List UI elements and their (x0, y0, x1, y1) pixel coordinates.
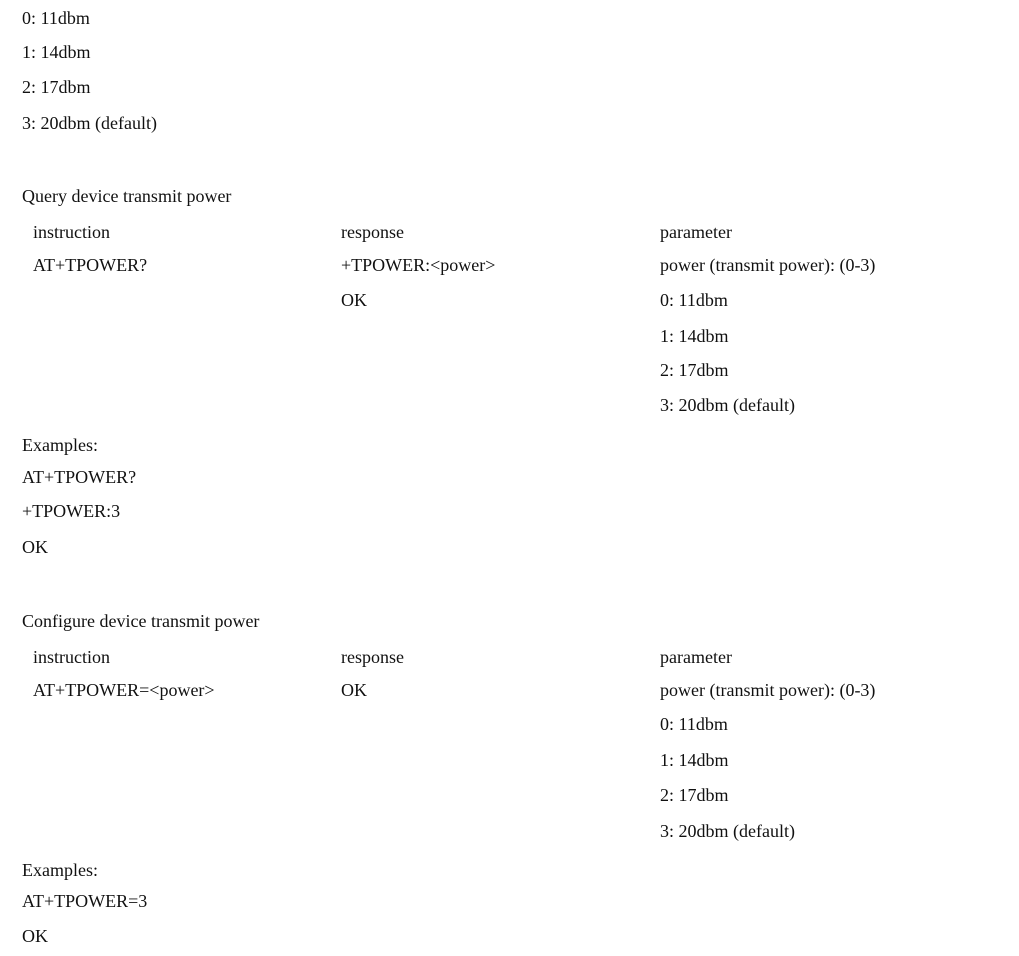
power-option: 2: 17dbm (22, 77, 91, 97)
instruction-cell: AT+TPOWER=<power> (33, 680, 215, 700)
example-line: AT+TPOWER? (22, 467, 137, 487)
section-title-query: Query device transmit power (22, 186, 232, 206)
power-option: 3: 20dbm (default) (22, 113, 157, 133)
parameter-line: 0: 11dbm (660, 714, 728, 734)
header-response: response (341, 647, 404, 667)
header-parameter: parameter (660, 222, 732, 242)
power-option: 1: 14dbm (22, 42, 91, 62)
response-line: +TPOWER:<power> (341, 255, 496, 275)
example-line: +TPOWER:3 (22, 501, 121, 521)
response-line: OK (341, 290, 367, 310)
instruction-cell: AT+TPOWER? (33, 255, 148, 275)
header-response: response (341, 222, 404, 242)
parameter-line: power (transmit power): (0-3) (660, 680, 876, 700)
header-parameter: parameter (660, 647, 732, 667)
parameter-line: 1: 14dbm (660, 326, 729, 346)
response-line: OK (341, 680, 367, 700)
power-option: 0: 11dbm (22, 8, 90, 28)
example-line: OK (22, 926, 48, 946)
section-title-configure: Configure device transmit power (22, 611, 260, 631)
header-instruction: instruction (33, 222, 110, 242)
parameter-line: power (transmit power): (0-3) (660, 255, 876, 275)
parameter-line: 2: 17dbm (660, 785, 729, 805)
examples-label: Examples: (22, 435, 98, 455)
parameter-line: 3: 20dbm (default) (660, 395, 795, 415)
parameter-line: 3: 20dbm (default) (660, 821, 795, 841)
header-instruction: instruction (33, 647, 110, 667)
examples-label: Examples: (22, 860, 98, 880)
parameter-line: 1: 14dbm (660, 750, 729, 770)
parameter-line: 0: 11dbm (660, 290, 728, 310)
example-line: OK (22, 537, 48, 557)
example-line: AT+TPOWER=3 (22, 891, 148, 911)
parameter-line: 2: 17dbm (660, 360, 729, 380)
